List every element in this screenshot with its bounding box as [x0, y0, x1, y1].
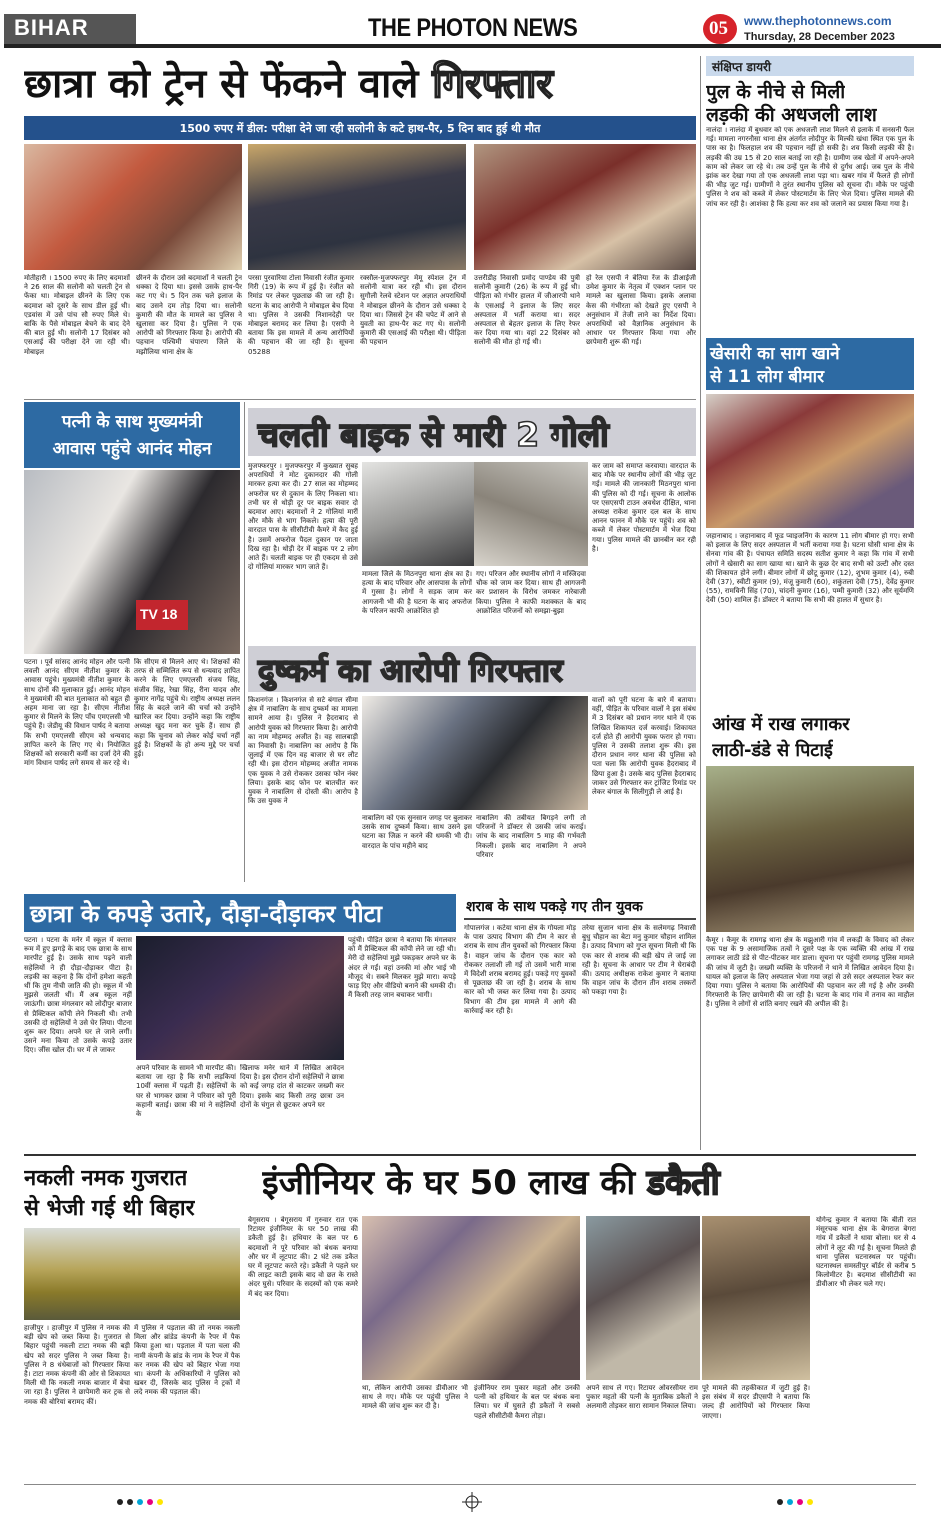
bike-photo-cctv-2 — [474, 462, 588, 566]
liquor-col-2: तरेया सुजान थाना क्षेत्र के सलेमगढ़ निवासी बुधु चौहान का बेटा मनु कुमार चौहान शामिल है। उत्पाद विभाग को गुप्त सूचना मिली थी कि एक कार से शराब की बड़ी खेप ले जाई जा रही है। सूचना के आधार पर टीम ने घेराबंदी की। उत्पाद अधीक्षक राकेश कुमार ने बताया कि वाहन जांच के दौरान तीन शराब तस्करों को पकड़ा गया है। — [582, 924, 696, 997]
lead-headline-main: छात्रा को ट्रेन से फेंकने वाले — [24, 61, 433, 107]
bike-headline: चलती बाइक से मारी 2 गोली — [258, 415, 609, 454]
diary-body-1: नालंदा । नालंदा में बुधवार को एक अधजली लाश मिलने से इलाके में सनसनी फैल गई। मामला नगरनौसा थाना क्षेत्र अंतर्गत लोदीपुर के मिल्की खंधा स्थित एक पुल के पास का है। फिलहाल शव की पहचान नहीं हो सकी है। शव किसी लड़की की है। लड़की की उम्र 15 से 20 साल बताई जा रही है। ग्रामीण जब खेतों में अपने-अपने काम को लेकर जा रहे थे। तब उन्हें पुल के नीचे से दुर्गंध आई। जब पुल के नीचे झांक कर देखा गया तो एक अधजली लाश पड़ा था। खबर गांव में फैलते ही लोगों की भीड़ जुट गई। ग्रामीणों ने तुरंत स्थानीय पुलिस को सूचना दी। मौके पर पहुंची पुलिस ने शव को कब्जे में लेकर पोस्टमार्टम के लिए भेज दिया। पुलिस मामले की जांच कर रही है। आशंका है कि हत्या कर शव को जलाने का प्रयास किया गया है। — [706, 126, 914, 208]
issue-date: Thursday, 28 December 2023 — [744, 31, 895, 43]
diary-h2-l1: खेसारी का साग खाने — [710, 344, 840, 364]
column-rule-right — [700, 56, 701, 1150]
website-link[interactable]: www.thephotonnews.com — [744, 14, 892, 28]
daura-col-2: अपने परिवार के सामने भी मारपीट की। बताया जा रहा है कि सभी लड़कियां 10वीं क्लास में पढ़ती हैं। सहेलियों के घर से भागकर छात्रा ने परिवार को पूरी कहानी बताई। छात्रा की मां ने सहेलियों के — [136, 1064, 236, 1119]
registration-marks-icon — [0, 1492, 945, 1512]
dacoity-col-4: अपने साथ ले गए। रिटायर ओवरसीयर राम पुकार महतो की पत्नी के मुताबिक डकैतों ने अलमारी तोड़कर सारा सामान निकाल लिया। — [586, 1384, 698, 1411]
salt-col-1: हाजीपुर । हाजीपुर में पुलिस ने नमक की बड़ी खेप को जब्त किया है। गुजरात से बिहार पहुंची नकली टाटा नमक की बड़ी खेप को सदर पुलिस ने जब्त किया है। पुलिस ने 8 धंधेबाजों को गिरफ्तार किया है। टाटा नमक कंपनी की ओर से शिकायत मिली थी कि नकली नमक बाजार में बेचा जा रहा है। पुलिस ने छापेमारी कर ट्रक से नमक की बोरियां बरामद कीं। — [24, 1324, 130, 1406]
lead-photo-press — [248, 144, 466, 270]
lead-col-6: हो रेल एसपी ने बेतिया रेंज के डीआईजी उमेश कुमार के नेतृत्व में एक्शन प्लान पर मामले का खुलासा किया। इसके अलावा केस की गंभीरता को देखते हुए एसपी ने अनुसंधान में तेजी लाने का निर्देश दिया। अपराधियों को वैज्ञानिक अनुसंधान के आधार पर गिरफ्तार किया गया और छापेमारी शुरू की गई। — [586, 274, 696, 347]
section-rule-mid — [24, 1154, 916, 1156]
diary-h2-l2: से 11 लोग बीमार — [710, 367, 825, 387]
liquor-rule — [464, 918, 696, 920]
daura-photo — [136, 936, 344, 1060]
diary-body-3: कैमूर । कैमूर के रामगढ़ थाना क्षेत्र के मझुआरी गांव में लकड़ी के विवाद को लेकर एक पक्ष के 9 असामाजिक तत्वों ने दूसरे पक्ष के एक व्यक्ति की आंख में राख लगाकर लाठी डंडे से पीट-पीटकर मार डाला। सूचना पर पहुंची रामगढ़ पुलिस मामले की जांच में जुटी है। जख्मी व्यक्ति के परिजनों ने थाने में लिखित आवेदन दिया है। घायल को इलाज के लिए अस्पताल भेजा गया जहां से उसे सदर अस्पताल रेफर कर दिया गया। पुलिस ने बताया कि आरोपियों की पहचान कर ली गई है और उनकी गिरफ्तारी के लिए छापेमारी की जा रही है। घटना के बाद गांव में तनाव का माहौल है। पुलिस ने लोगों से शांति बनाए रखने की अपील की है। — [706, 936, 914, 1009]
anand-headline-l1: पत्नी के साथ मुख्यमंत्री — [61, 412, 203, 432]
rape-col-1: किशनगंज । किशनगंज से सटे बंगाल सीमा क्षेत्र में नाबालिग के साथ दुष्कर्म का मामला सामने आया है। पुलिस ने हैदराबाद से आरोपी युवक को गिरफ्तार किया है। आरोपी का नाम मोहम्मद अजीत है। वह सालबाड़ी का निवासी है। नाबालिग का आरोप है कि जुलाई में एक दिन वह बाजार से घर लौट रही थी। इस दौरान मोहम्मद अजीत नामक एक युवक ने उसे रोककर उसका फोन नंबर लिया। इसके बाद फोन पर बातचीत कर युवक ने नाबालिग से दोस्ती की। आरोप है कि उस युवक ने — [248, 696, 358, 806]
salt-col-2: में पुलिस ने पड़ताल की तो नमक नकली मिला और ब्रांडेड कंपनी के रैपर में पैक किया हुआ था। पड़ताल में पता चला की नामी कंपनी के ब्रांड के नाम के रैपर में पैक कर नमक की खेप को बिहार भेजा गया था। कंपनी के अधिकारियों ने पुलिस को खबर दी, जिसके बाद पुलिस ने ट्रकों में लदे नमक की पड़ताल की। — [134, 1324, 240, 1397]
diary-h1-l1: पुल के नीचे से मिली — [706, 81, 846, 103]
dacoity-col-3: इंजीनियर राम पुकार महतो और उनकी पत्नी को हथियार के बल पर बंधक बना लिया। घर में घुसते ही डकैतों ने सबसे पहले सीसीटीवी कैमरा तोड़ा। — [474, 1384, 580, 1420]
newspaper-logo: THE PHOTON NEWS — [368, 14, 578, 42]
liquor-col-1: गोपालगंज । कटेया थाना क्षेत्र के गोयला मोड़ के पास उत्पाद विभाग की टीम ने कार से शराब के साथ तीन युवकों को गिरफ्तार किया है। वाहन जांच के दौरान एक कार को रोककर तलाशी ली गई तो उसमें भारी मात्रा में विदेशी शराब बरामद हुई। पकड़े गए युवकों से पूछताछ की जा रही है। शराब के साथ कार को भी जब्त कर लिया गया है। उत्पाद विभाग की टीम इस मामले में आगे की कार्रवाई कर रही है। — [464, 924, 576, 1015]
dacoity-col-6: योगेन्द्र कुमार ने बताया कि बीती रात मंसूरचक थाना क्षेत्र के बेगराज बेगरा गांव में डकैतों ने धावा बोला। घर से 4 लोगों ने लूट की गई है। सूचना मिलते ही थाना पुलिस घटनास्थल पर पहुंची। घटनास्थल समस्तीपुर बॉर्डर से करीब 5 किलोमीटर है। बदमाश सीसीटीवी का डीवीआर भी लेकर चले गए। — [816, 1216, 916, 1289]
column-rule-left — [244, 402, 245, 882]
rape-col-4: वालों को पूरी घटना के बारे में बताया। वहीं, पीड़ित के परिवार वालों ने इस संबंध में 3 दिसंबर को प्रधान नगर थाने में एक लिखित शिकायत दर्ज करवाई। शिकायत दर्ज होते ही आरोपी युवक फरार हो गया। पुलिस ने उसकी तलाश शुरू की। इस दौरान प्रधान नगर थाना की पुलिस को पता चला कि आरोपी युवक हैदराबाद में छिपा हुआ है। उसके बाद पुलिस हैदराबाद जाकर उसे गिरफ्तार कर ट्रांजिट रिमांड पर लेकर बंगाल के सिलीगुड़ी ले आई है। — [592, 696, 696, 797]
dacoity-headline — [262, 1160, 922, 1206]
masthead — [0, 0, 945, 52]
lead-col-5: उत्तरीडीह निवासी प्रमोद पाण्डेय की पुत्री सलोनी कुमारी (26) के रूप में हुई थी। पीड़िता को गंभीर हालत में जीआरपी थाने के एसआई ने इलाज के लिए सदर अस्पताल में भर्ती कराया था। सदर अस्पताल से बेहतर इलाज के लिए रेफर कर दिया गया था। वहां 22 दिसंबर को सलोनी की मौत हो गई थी। — [474, 274, 580, 347]
lead-headline-accent: गिरफ्तार — [432, 61, 553, 107]
section-tag-label: BIHAR — [14, 15, 89, 40]
dacoity-col-1: बेगूसराय । बेगूसराय में गुरुवार रात एक रिटायर इंजीनियर के घर 50 लाख की डकैती हुई है। हथियार के बल पर 6 बदमाशों ने पूरे परिवार को बंधक बनाया और घर में लूटपाट की। 2 घंटे तक डकैत घर में लूटपाट करते रहे। डकैती ने पहले घर की लाइट काटी इसके बाद वो छत के रास्ते अंदर घुसे। परिवार के सदस्यों को एक कमरे में बंद कर दिया। — [248, 1216, 358, 1298]
dacoity-photo-3 — [702, 1216, 810, 1380]
diary-h3-l2: लाठी-डंडे से पिटाई — [712, 740, 833, 761]
diary-body-2: जहानाबाद । जहानाबाद में फूड प्वाइजनिंग के कारण 11 लोग बीमार हो गए। सभी को इलाज के लिए सदर अस्पताल में भर्ती कराया गया है। घटना घोसी थाना क्षेत्र के सेनवा गांव की है। पंचायत समिति सदस्य सतीश कुमार ने कहा कि गांव में सभी लोगों ने खेसारी का साग खाया था। खाने के कुछ देर बाद सभी को उल्टी और दस्त की शिकायत होने लगी। बीमार लोगों में छोटू कुमार (12), शुभम कुमार (4), रुबी देवी (37), स्वीटी कुमार (9), मंजू कुमारी (60), शकुंतला देवी (75), देवेंद्र कुमार (55), रामविनी सिंह (70), चांदनी कुमार (16), पम्मी कुमारी (32) और सूर्यमणि देवी (50) शामिल हैं। डॉक्टर ने बताया कि सभी की हालत में सुधार है। — [706, 532, 914, 605]
section-rule-bottom — [24, 1484, 916, 1485]
bike-col-2: मामला जिले के मिठनपुरा थाना क्षेत्र का है। हत्या के बाद परिवार और आसपास के लोगों में गुस्सा है। लोगों ने सड़क जाम कर आगजनी भी की है घटना के बाद अफरोज के परिजन काफी आक्रोशित हो — [362, 570, 472, 615]
salt-photo-trucks — [24, 1228, 240, 1320]
anand-col-2: कि सीएम से मिलने आए थे। शिक्षकों की तरफ से सम्मिलित रूप से धन्यवाद ज्ञापित करने के लिए एमएलसी संजय सिंह, संजीव सिंह, रेखा सिंह, रीना यादव और कुमार नागेंद्र पहुंचे थे। राष्ट्रीय अध्यक्ष ललन सिंह के बदले जाने की चर्चा को उन्होंने खारिज कर दिया। उन्होंने कहा कि राष्ट्रीय अध्यक्ष खुद मना कर चुके हैं। साथ ही कहा कि चुनाव को लेकर कोई चर्चा नहीं हुई है। शिक्षकों के हो अन्य मुद्दे पर चर्चा हुई। — [134, 658, 240, 759]
dacoity-col-5: पूरे मामले की तहकीकात में जुटी हुई है। इस संबंध में सदर डीएसपी ने बताया कि जल्द ही आरोपियों को गिरफ्तार किया जाएगा। — [702, 1384, 810, 1420]
lead-col-1: मोतीहारी । 1500 रुपए के लिए बदमाशों ने 26 साल की सलोनी को चलती ट्रेन से फेंका था। मोबाइल छीनने के लिए एक बदमाश को दूसरे के साथ डील हुई थी। एडवांस में उसे पांच सौ रुपए मिले थे। बाकि के पैसे मोबाइल बेचने के बाद देने की बात हुई थी। सलोनी 17 दिसंबर को एसआई की परीक्षा देने जा रही थी। मोबाइल — [24, 274, 130, 356]
lead-photo-family — [474, 144, 696, 270]
bike-photo-cctv-1 — [362, 462, 474, 566]
bike-col-4: कर जाम को समाप्त करवाया। वारदात के बाद मौके पर स्थानीय लोगों की भीड़ जुट गई। मामले की जानकारी मिठनपुरा थाना की पुलिस को दी गई। सूचना के आलोक पर एसएसपी टाउन अवधेश दीक्षित, थाना अध्यक्ष राकेश कुमार दल बल के साथ आनन फानन में मौके पर पहुंचे। शव को कब्जे में लेकर पोस्टमार्टम में भेज दिया गया। पुलिस मामले की छानबीन कर रही है। — [592, 462, 696, 553]
dacoity-photo-1 — [362, 1216, 580, 1380]
dacoity-headline-main: इंजीनियर के घर 50 लाख की — [262, 1163, 648, 1203]
diary-h1-l2: लड़की की अधजली लाश — [706, 104, 877, 126]
lead-strap-text: 1500 रुपए में डील: परीक्षा देने जा रही सलोनी के कटे हाथ-पैर, 5 दिन बाद हुई थी मौत — [179, 122, 541, 135]
dacoity-photo-2 — [586, 1216, 700, 1380]
diary-h3-l1: आंख में राख लगाकर — [712, 714, 850, 735]
daura-headline: छात्रा के कपड़े उतारे, दौड़ा-दौड़ाकर पीटा — [30, 900, 382, 928]
lead-photo-victim — [24, 144, 242, 270]
bike-col-3: गए। परिजन और स्थानीय लोगों ने मस्जिदवा चौक को जाम कर दिया। साथ ही आगजनी कर प्रशासन के विरोध जमकर नारेबाजी किया। पुलिस ने काफी मशक्कत के बाद आक्रोशित परिजनों को समझा-बुझा — [476, 570, 586, 615]
daura-col-1: पटना । पटना के मनेर में स्कूल में क्लास रूम में हुए झगड़े के बाद एक छात्रा के साथ मारपीट हुई है। उसके साथ पढ़ने वाली सहेलियों ने ही दौड़ा-दौड़ाकर पीटा है। लड़की का कहना है कि दोनों हमेशा कहती थीं कि तुम नीची जाति की हो। स्कूल में भी मुझसे जलती थीं। मैं अब स्कूल नहीं जाऊंगी। छात्रा मंगलवार को लोदीपुर बाजार से प्रैक्टिकल कॉपी लेने निकली थी। तभी उसकी दो सहेलियों ने उसे घेर लिया। पीटना शुरू कर दिया। अपने घर ले जाने लगीं। उसने मना किया तो उसके कपड़े उतार दिए। जींस खोल दी। घर में ले जाकर — [24, 936, 132, 1055]
salt-headline-l2: से भेजी गई थी बिहार — [24, 1196, 195, 1221]
lead-col-2: छीनने के दौरान उसे बदमाशों ने चलती ट्रेन धक्का दे दिया था। इससे उसके हाथ-पैर कट गए थे। 5 दिन तक चले इलाज के बाद उसने दम तोड़ दिया था। सलोनी कुमारी की मौत के मामले का पुलिस ने खुलासा कर दिया है। पुलिस ने एक आरोपी को गिरफ्तार किया है। आरोपी की पहचान पश्चिमी चंपारण जिले के मझौलिया थाना क्षेत्र के — [136, 274, 242, 356]
lead-headline — [24, 56, 696, 112]
rape-photo-accused — [362, 696, 588, 810]
anand-photo — [24, 470, 240, 654]
salt-headline-l1: नकली नमक गुजरात — [24, 1166, 188, 1191]
daura-col-3: खिलाफ मनेर थाने में लिखित आवेदन दिया है। इस दौरान दोनों सहेलियों ने छात्रा को कई जगह दांत से काटकर जख्मी कर दिया। इसके बाद किसी तरह छात्रा उन दोनों के चंगुल से छूटकर अपने घर — [240, 1064, 344, 1109]
diary-photo-hospital — [706, 394, 914, 528]
rape-col-3: नाबालिग की तबीयत बिगड़ने लगी तो परिजनों ने डॉक्टर से उसकी जांच कराई। जांच के बाद नाबालिग 5 माह की गर्भवती निकली। इसके बाद नाबालिग ने अपने परिवार — [476, 814, 586, 859]
liquor-headline: शराब के साथ पकड़े गए तीन युवक — [466, 899, 643, 915]
section-rule-lead — [24, 399, 696, 400]
diary-label: संक्षिप्त डायरी — [712, 60, 772, 74]
print-registration-marks — [0, 1492, 945, 1512]
lead-col-3: परसा पुरवारिया टोला निवासी रंजीत कुमार गिरी (19) के रूप में हुई है। रंजीत को रिमांड पर लेकर पूछताछ की जा रही है। घटना के बाद आरोपी ने मोबाइल बेच दिया था। पुलिस ने उसकी निशानदेही पर मोबाइल बरामद कर लिया है। एसपी ने बताया कि इस मामले में अन्य आरोपियों की पहचान की जा रही है। सूचना 05288 — [248, 274, 354, 356]
daura-col-4: पहुंची। पीड़ित छात्रा ने बताया कि मंगलवार को मैं प्रैक्टिकल की कॉपी लेने जा रही थी। मेरी दो सहेलियां मुझे पकड़कर अपने घर के अंदर ले गईं। वहां उनकी मां और भाई भी मौजूद थे। सबने मिलकर मुझे मारा। कपड़े फाड़ दिए और वीडियो बनाने की धमकी दी। मैं किसी तरह जान बचाकर भागी। — [348, 936, 456, 1000]
bike-col-1: मुजफ्फरपुर । मुजफ्फरपुर में कुख्यात सुबह अपराधियों ने मोट दुकानदार की गोली मारकर हत्या कर दी। 27 साल का मोहम्मद अफरोज घर से दुकान के लिए निकला था। तभी घर से थोड़ी दूर पर बाइक सवार दो बदमाश आए। बदमाशों ने 2 गोलियां मारीं और मौके से भाग निकले। हत्या की पूरी वारदात पास के सीसीटीवी कैमरे में कैद हुई है। उसमें अफरोज पैदल दुकान पर जाता दिख रहा है। थोड़ी देर में बाइक पर 2 लोग आते हैं। चलती बाइक पर ही एकदम से उसे दो गोलियां मारकर भाग जाते हैं। — [248, 462, 358, 572]
lead-col-4: रक्सौल-मुजफ्फरपुर मेमू स्पेशल ट्रेन में सलोनी यात्रा कर रही थी। इस दौरान सुगौली रेलवे स्टेशन पर अज्ञात अपराधियों ने मोबाइल छीनने के दौरान उसे धक्का दे दिया था। जिससे ट्रेन की चपेट में आने से युवती का हाथ-पैर कट गए थे। सलोनी कुमारी की एसआई की परीक्षा थी। पीड़िता की पहचान — [360, 274, 466, 347]
masthead-rule — [4, 44, 941, 48]
page-number: 05 — [709, 18, 728, 39]
rape-col-2: नाबालिग को एक सुनसान जगह पर बुलाकर उसके साथ दुष्कर्म किया। साथ उसने इस घटना का जिक्र न करने की धमकी भी दी। वारदात के पांच महीने बाद — [362, 814, 472, 850]
rape-headline: दुष्कर्म का आरोपी गिरफ्तार — [258, 653, 563, 689]
dacoity-headline-accent: डकैती — [647, 1163, 720, 1203]
diary-photo-victim — [706, 766, 914, 932]
tv-logo: TV 18 — [140, 606, 178, 622]
anand-col-1: पटना । पूर्व सांसद आनंद मोहन और पत्नी लवली आनंद सीएम नीतीश कुमार के आवास पहुंचे। मुख्यमंत्री नीतीश कुमार के साथ दोनों की मुलाकात हुई। आनंद मोहन ने मुख्यमंत्री की बात मुलाकात को बहुत ही अहम माना जा रहा है। सीएम नीतीश कुमार से मिलने के लिए पाँच एमएलसी भी पहुंचे हैं। जेडीयू की विधान पार्षद ने बताया कि सभी एमएलसी सीएम को धन्यवाद ज्ञापित करने के लिए गए थे। नियोजित शिक्षकों को सरकारी कर्मी का दर्जा देने की मांग विधान पार्षद लगे समय से कर रहे थे। — [24, 658, 130, 768]
dacoity-col-2: था, लेकिन आरोपी उसका डीवीआर भी साथ ले गए। मौके पर पहुंची पुलिस ने मामले की जांच शुरू कर दी है। — [362, 1384, 468, 1411]
anand-headline-l2: आवास पहुंचे आनंद मोहन — [52, 439, 212, 459]
